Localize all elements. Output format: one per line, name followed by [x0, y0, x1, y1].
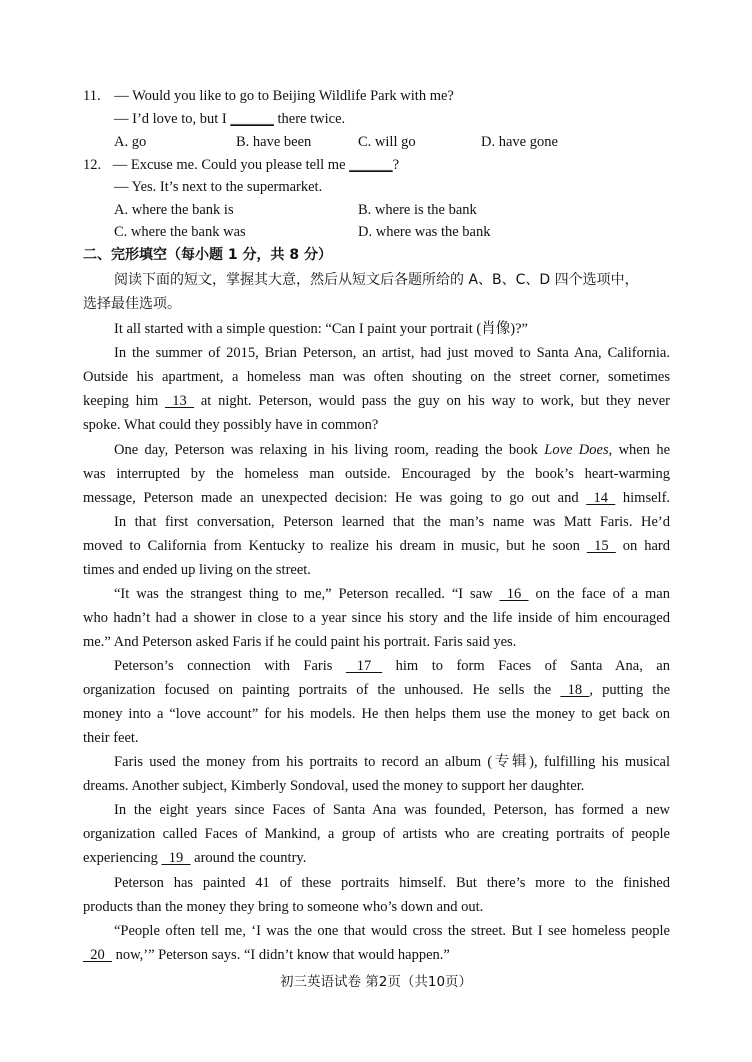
answer-blank: ______: [349, 157, 393, 173]
book-title: Love Does: [544, 442, 609, 458]
blank-15: 15: [586, 538, 616, 554]
passage-line: was interrupted by the homeless man outside. Encouraged by the book’s heart-warming: [83, 466, 670, 482]
blank-19: 19: [161, 850, 191, 866]
option-a: A. go: [114, 134, 147, 150]
passage-line: message, Peterson made an unexpected decision: He was going to go out and 14 himself.: [83, 490, 671, 506]
passage-line: experiencing 19 around the country.: [83, 850, 307, 866]
section-instruction: 阅读下面的短文，掌握其大意，然后从短文后各题所给的 A、B、C、D 四个选项中，: [114, 272, 639, 288]
option-b: B. where is the bank: [358, 202, 477, 218]
passage-line: Peterson’s connection with Faris 17 him to form Faces of Santa Ana, an: [114, 658, 670, 674]
passage-line: organization called Faces of Mankind, a group of artists who are creating portraits of people: [83, 826, 670, 842]
option-b: B. have been: [236, 134, 312, 150]
section-instruction-cont: 选择最佳选项。: [83, 296, 181, 312]
option-c: C. where the bank was: [114, 224, 246, 240]
passage-line: times and ended up living on the street.: [83, 562, 311, 578]
blank-13: 13: [165, 393, 195, 409]
passage-line: In the eight years since Faces of Santa Ana was founded, Peterson, has formed a new: [114, 802, 670, 818]
passage-line: “People often tell me, ‘I was the one that would cross the street. But I see homeless people: [114, 923, 670, 939]
blank-14: 14: [586, 490, 616, 506]
passage-line: organization focused on painting portraits of the unhoused. He sells the 18 , putting the: [83, 682, 671, 698]
passage-line: Peterson has painted 41 of these portraits himself. But there’s more to the finished: [114, 875, 670, 891]
passage-line: In the summer of 2015, Brian Peterson, an artist, had just moved to Santa Ana, California.: [114, 345, 670, 361]
passage-line: me.” And Peterson asked Faris if he could paint his portrait. Faris said yes.: [83, 634, 517, 650]
blank-17: 17: [345, 658, 383, 674]
passage-line: Faris used the money from his portraits to record an album (专辑), fulfilling his musical: [114, 754, 670, 770]
passage-line: Outside his apartment, a homeless man was often shouting on the street corner, sometimes: [83, 369, 670, 385]
passage-line: One day, Peterson was relaxing in his living room, reading the book Love Does, when he: [114, 442, 671, 458]
passage-line: dreams. Another subject, Kimberly Sondoval, used the money to support her daughter.: [83, 778, 585, 794]
answer-blank: ______: [230, 111, 274, 127]
option-a: A. where the bank is: [114, 202, 234, 218]
passage-line: “It was the strangest thing to me,” Peterson recalled. “I saw 16 on the face of a man: [114, 586, 670, 602]
question-11: [83, 86, 454, 106]
passage-line: It all started with a simple question: “Can I paint your portrait (肖像)?”: [114, 321, 528, 337]
passage-line: money into a “love account” for his models. He then helps them use the money to get back on: [83, 706, 670, 722]
passage-line: moved to California from Kentucky to realize his dream in music, but he soon 15 on hard: [83, 538, 671, 554]
passage-line: their feet.: [83, 730, 139, 746]
question-11-reply: — I’d love to, but I ______ there twice.: [114, 111, 346, 127]
option-c: C. will go: [358, 134, 416, 150]
passage-line: 20 now,’” Peterson says. “I didn’t know that would happen.”: [83, 947, 450, 963]
section-heading: 二、完形填空（每小题 1 分，共 8 分）: [83, 247, 332, 263]
passage-line: products than the money they bring to someone who’s down and out.: [83, 899, 484, 915]
question-prompt: — Would you like to go to Beijing Wildlife Park with me?: [114, 88, 454, 104]
blank-16: 16: [499, 586, 529, 602]
passage-line: spoke. What could they possibly have in common?: [83, 417, 379, 433]
question-number: 11.: [83, 88, 101, 104]
passage-line: keeping him 13 at night. Peterson, would pass the guy on his way to work, but they never: [83, 393, 671, 409]
option-d: D. where was the bank: [358, 224, 491, 240]
blank-20: 20: [83, 947, 112, 963]
question-12-reply: — Yes. It’s next to the supermarket.: [114, 179, 323, 195]
passage-line: who hadn’t had a shower in close to a year since his story and the life inside of him encouraged: [83, 610, 670, 626]
page-footer: 初三英语试卷 第2页（共10页）: [279, 974, 473, 990]
question-12: 12. — Excuse me. Could you please tell me ______?: [83, 157, 400, 173]
passage-line: In that first conversation, Peterson learned that the man’s name was Matt Faris. He’d: [114, 514, 670, 530]
option-d: D. have gone: [481, 134, 558, 150]
blank-18: 18: [560, 682, 590, 698]
question-number: 12.: [83, 157, 102, 173]
